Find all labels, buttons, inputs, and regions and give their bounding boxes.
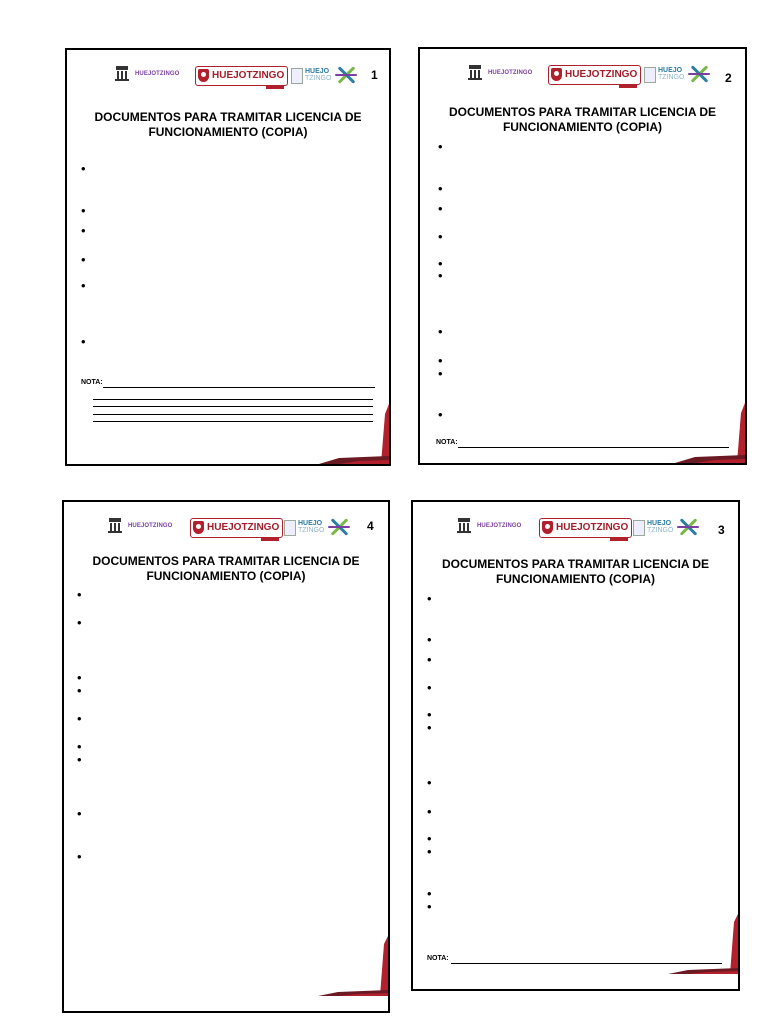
document-page-2 [418,47,747,465]
page-title: DOCUMENTOS PARA TRAMITAR LICENCIA DE FUNCIONAMIENTO (COPIA) [92,554,360,583]
list-bullet: • [427,899,432,914]
x-star-logo-icon [330,518,348,536]
unesco-heritage-logo [468,65,482,83]
huejotzingo-stacked-logo: HUEJO TZINGO [305,68,332,82]
list-bullet: • [77,806,82,821]
list-bullet: • [427,652,432,667]
corner-decoration [308,921,388,1011]
page-header [64,516,388,542]
municipal-emblem-logo [284,520,296,536]
page-number: 3 [718,523,725,537]
list-bullet: • [427,680,432,695]
list-bullet: • [427,886,432,901]
list-bullet: • [427,591,432,606]
huejotzingo-stacked-logo: HUEJO TZINGO [647,520,674,534]
corner-decoration [665,403,745,463]
list-bullet: • [427,720,432,735]
shield-icon [551,68,562,81]
huejotzingo-pueblo-magico-logo: HUEJOTZINGO [477,523,522,529]
nota-line [93,421,373,422]
shield-icon [193,521,204,534]
huejotzingo-ayuntamiento-logo: HUEJOTZINGO [195,66,288,86]
list-bullet: • [81,334,86,349]
corner-decoration [309,404,389,464]
huejotzingo-pueblo-magico-logo: HUEJOTZINGO [135,71,180,77]
list-bullet: • [77,683,82,698]
page-header [413,516,738,542]
municipal-emblem-logo [644,67,656,83]
list-bullet: • [77,587,82,602]
huejotzingo-stacked-logo: HUEJO TZINGO [658,67,685,81]
page-number: 1 [371,68,378,82]
list-bullet: • [427,804,432,819]
shield-icon [542,521,553,534]
list-bullet: • [77,670,82,685]
huejotzingo-ayuntamiento-logo: HUEJOTZINGO [539,518,632,538]
huejotzingo-stacked-logo: HUEJO TZINGO [298,520,325,534]
document-page-1 [65,48,391,466]
unesco-heritage-logo [108,518,122,536]
huejotzingo-ayuntamiento-logo: HUEJOTZINGO [190,518,283,538]
huejotzingo-ayuntamiento-logo: HUEJOTZINGO [548,65,641,85]
x-star-logo-icon [679,518,697,536]
municipal-emblem-logo [291,68,303,84]
list-bullet: • [427,831,432,846]
list-bullet: • [438,256,443,271]
list-bullet: • [438,181,443,196]
list-bullet: • [81,252,86,267]
unesco-heritage-logo [457,518,471,536]
list-bullet: • [77,615,82,630]
list-bullet: • [438,139,443,154]
nota-label: NOTA: [81,379,103,386]
page-title: DOCUMENTOS PARA TRAMITAR LICENCIA DE FUNCIONAMIENTO (COPIA) [94,110,362,139]
list-bullet: • [81,278,86,293]
page-title: DOCUMENTOS PARA TRAMITAR LICENCIA DE FUNCIONAMIENTO (COPIA) [441,557,710,586]
corner-decoration [658,899,738,989]
list-bullet: • [81,203,86,218]
page-title: DOCUMENTOS PARA TRAMITAR LICENCIA DE FUNCIONAMIENTO (COPIA) [448,105,717,134]
page-header [67,64,389,90]
nota-line [93,399,373,400]
page-header [420,63,745,89]
list-bullet: • [438,407,443,422]
list-bullet: • [77,849,82,864]
list-bullet: • [77,739,82,754]
list-bullet: • [438,366,443,381]
document-page-3 [411,500,740,991]
x-star-logo-icon [337,66,355,84]
page-number: 2 [725,71,732,85]
huejotzingo-pueblo-magico-logo: HUEJOTZINGO [488,70,533,76]
list-bullet: • [427,707,432,722]
list-bullet: • [438,268,443,283]
list-bullet: • [438,324,443,339]
nota-label: NOTA: [436,439,458,446]
list-bullet: • [427,775,432,790]
nota-line [93,406,373,407]
x-star-logo-icon [690,65,708,83]
nota-label: NOTA: [427,955,449,962]
list-bullet: • [81,161,86,176]
list-bullet: • [77,752,82,767]
list-bullet: • [438,353,443,368]
page-number: 4 [367,519,374,533]
document-page-4 [62,500,390,1013]
list-bullet: • [427,844,432,859]
nota-line [103,387,375,388]
unesco-heritage-logo [115,66,129,84]
list-bullet: • [438,201,443,216]
huejotzingo-pueblo-magico-logo: HUEJOTZINGO [128,523,173,529]
list-bullet: • [77,711,82,726]
list-bullet: • [438,229,443,244]
nota-line [93,414,373,415]
shield-icon [198,69,209,82]
list-bullet: • [81,223,86,238]
municipal-emblem-logo [633,520,645,536]
nota-line [451,963,722,964]
nota-line [458,447,729,448]
list-bullet: • [427,632,432,647]
